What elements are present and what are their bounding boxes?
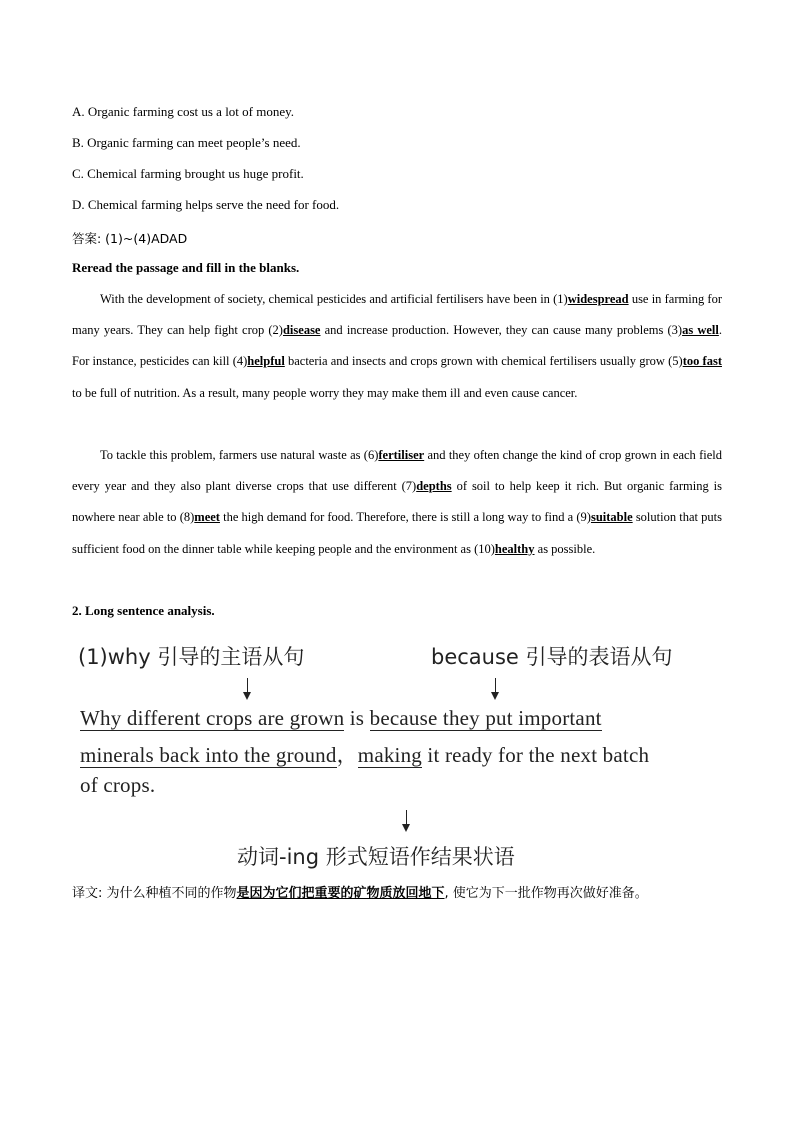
label-subject-clause: (1)why 引导的主语从句 (78, 645, 305, 669)
blank-answer-6: fertiliser (378, 448, 425, 462)
blank-answer-9: suitable (590, 510, 633, 525)
option-d: D. Chemical farming helps serve the need for food. (72, 197, 340, 212)
ing-phrase-text: making (357, 743, 422, 767)
passage-paragraph-1: With the development of society, chemical pesticides and artificial fertilisers have been in (1)widespread use in farming for many years. They can help fight crop (2)disease and increase production. However, they can cause many problems (3)as well. For instance, pesticides can kill (4)helpful bacteria and insects and crops grown with chemical fertilisers usually grow (5)too fast to be full of nutrition. As a result, many people worry they may make them ill and even cause cancer. (72, 292, 722, 400)
passage-paragraph-2: To tackle this problem, farmers use natural waste as (6)fertiliser and they often change the kind of crop grown in each field every year and they also plant diverse crops that use different (7)depths of soil to help keep it rich. But organic farming is nowhere near able to (8)meet the high demand for food. Therefore, there is still a long way to find a (9)suitable solution that puts sufficient food on the dinner table while keeping people and the environment as (10)healthy as possible. (72, 448, 722, 556)
analysis-sentence-line-1: Why different crops are grown is because they put important (80, 706, 602, 730)
translation-line: 译文: 为什么种植不同的作物是因为它们把重要的矿物质放回地下, 使它为下一批作物再次做好准备。 (72, 886, 648, 901)
label-result-adverbial: 动词-ing 形式短语作结果状语 (237, 845, 515, 869)
option-a: A. Organic farming cost us a lot of money. (72, 104, 295, 119)
arrow-down-icon (406, 810, 407, 830)
predicative-clause-text: because they put important (369, 706, 602, 730)
analysis-sentence-line-3: of crops. (80, 773, 156, 797)
section2-heading: 2. Long sentence analysis. (72, 603, 215, 618)
label-predicative-clause: because 引导的表语从句 (431, 645, 673, 669)
blank-answer-3: as well (682, 323, 719, 338)
blank-answer-8: meet (194, 510, 220, 525)
blank-answer-1: widespread (567, 292, 629, 306)
arrow-down-icon (495, 678, 496, 698)
blank-answer-4: helpful (247, 354, 285, 369)
predicative-clause-text-cont: minerals back into the ground (80, 743, 337, 767)
subject-clause-text: Why different crops are grown (80, 706, 345, 730)
option-b: B. Organic farming can meet people’s need. (72, 135, 301, 150)
analysis-sentence-line-2: minerals back into the ground，making it ready for the next batch (80, 743, 650, 767)
option-c: C. Chemical farming brought us huge profit. (72, 166, 304, 181)
section1-heading: Reread the passage and fill in the blanks. (72, 260, 300, 275)
blank-answer-7: depths (416, 479, 452, 494)
translation-highlight: 是因为它们把重要的矿物质放回地下 (236, 886, 445, 901)
blank-answer-5: too fast (682, 354, 722, 369)
blank-answer-10: healthy (494, 541, 535, 556)
blank-answer-2: disease (282, 323, 321, 338)
answer-line: 答案: (1)~(4)ADAD (72, 231, 188, 246)
arrow-down-icon (247, 678, 248, 698)
